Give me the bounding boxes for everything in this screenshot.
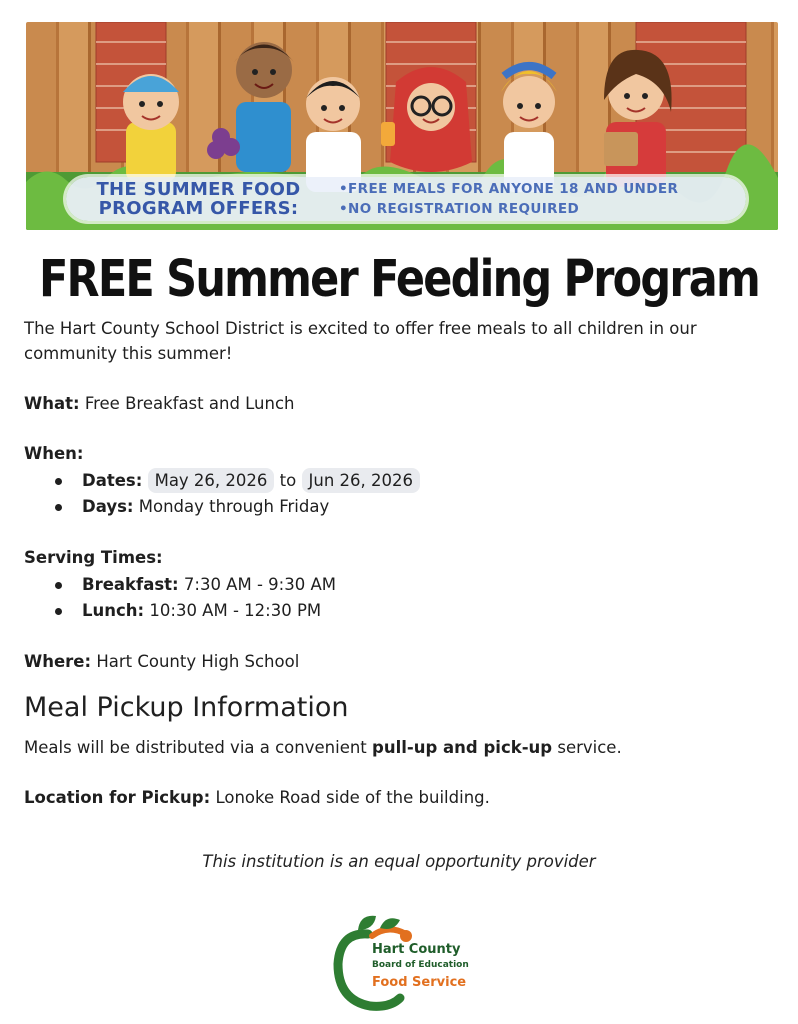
dates-label: Dates: [82, 471, 143, 490]
what-label: What: [24, 394, 80, 413]
caption-heading [66, 180, 331, 218]
caption-heading-line2: PROGRAM OFFERS: [98, 198, 299, 219]
lunch-item [82, 598, 774, 623]
main-content [24, 316, 774, 810]
pickup-paragraph [24, 735, 774, 760]
where-value: Hart County High School [91, 652, 300, 671]
logo-line-board: Board of Education [372, 960, 469, 970]
breakfast-label: Breakfast: [82, 575, 179, 594]
serving-label: Serving Times: [24, 548, 163, 567]
pickup-heading: Meal Pickup Information [24, 692, 349, 723]
days-item [82, 494, 774, 519]
where-line [24, 649, 774, 674]
caption-bullet-no-registration: •NO REGISTRATION REQUIRED [339, 201, 580, 217]
hart-county-food-service-logo [330, 912, 480, 1012]
end-date-chip[interactable]: Jun 26, 2026 [302, 468, 421, 493]
date-range-to: to [279, 471, 297, 490]
dates-item [82, 468, 774, 493]
pickup-location-value: Lonoke Road side of the building. [210, 788, 490, 807]
serving-heading [24, 545, 774, 570]
when-label: When: [24, 444, 84, 463]
lunch-time: 10:30 AM - 12:30 PM [144, 601, 322, 620]
what-line [24, 391, 774, 416]
breakfast-time: 7:30 AM - 9:30 AM [178, 575, 336, 594]
when-list [24, 468, 774, 519]
caption-bullet-free-meals: •FREE MEALS FOR ANYONE 18 AND UNDER [339, 181, 679, 197]
pickup-location-label: Location for Pickup: [24, 788, 211, 807]
breakfast-item [82, 572, 774, 597]
where-label: Where: [24, 652, 92, 671]
equal-opportunity-note: This institution is an equal opportunity provider [202, 852, 596, 871]
days-value: Monday through Friday [133, 497, 330, 516]
pickup-text-bold: pull-up and pick-up [372, 738, 553, 757]
days-label: Days: [82, 497, 134, 516]
caption-bullets [331, 179, 678, 219]
intro-paragraph: The Hart County School District is excited to offer free meals to all children in our community this summer! [24, 319, 697, 363]
page-title: FREE Summer Feeding Program [38, 250, 760, 309]
pickup-text-after: service. [552, 738, 622, 757]
pickup-location-line [24, 785, 774, 810]
serving-list [24, 572, 774, 623]
logo-line-hart-county: Hart County [372, 942, 461, 957]
when-heading [24, 441, 774, 466]
caption-heading-line1: THE SUMMER FOOD [96, 179, 301, 200]
pickup-text-before: Meals will be distributed via a convenient [24, 738, 373, 757]
what-value: Free Breakfast and Lunch [79, 394, 295, 413]
summer-food-banner [26, 22, 778, 230]
logo-line-food-service: Food Service [372, 975, 467, 990]
start-date-chip[interactable]: May 26, 2026 [148, 468, 275, 493]
banner-caption [66, 177, 746, 221]
lunch-label: Lunch: [82, 601, 145, 620]
